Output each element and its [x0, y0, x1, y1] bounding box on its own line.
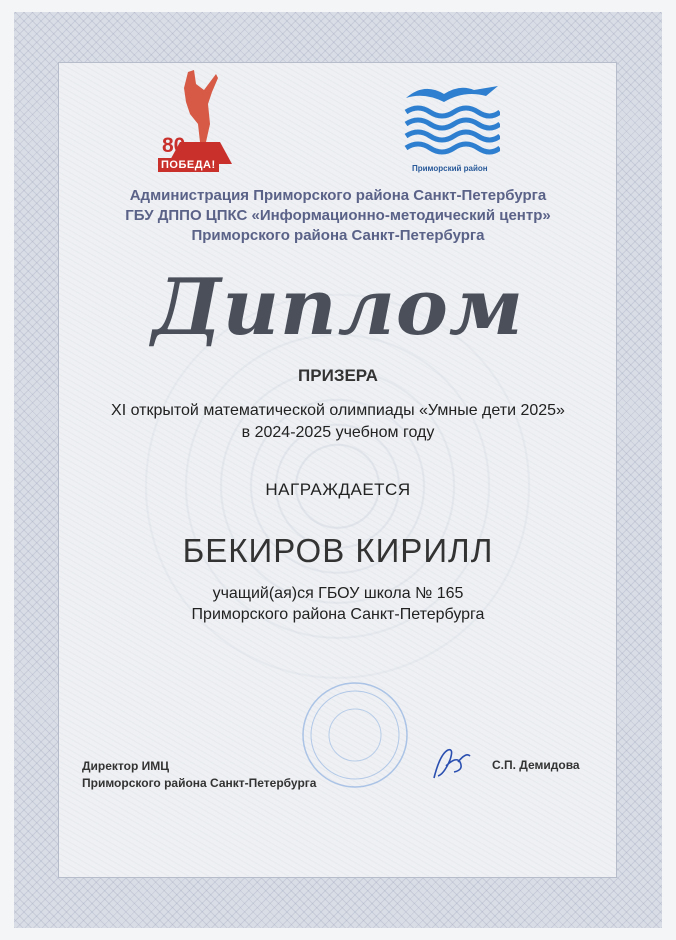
logo-pobeda-caption: ПОБЕДА!	[158, 158, 219, 172]
recipient-name: БЕКИРОВ КИРИЛЛ	[182, 532, 494, 569]
signatory-position-line-1: Директор ИМЦ	[82, 759, 170, 773]
recipient-line-1: учащий(ая)ся ГБОУ школа № 165	[212, 585, 464, 602]
primorsky-waves-logo	[404, 84, 500, 160]
recipient-school	[0, 583, 676, 625]
signatory-name: С.П. Демидова	[492, 758, 580, 772]
recipient-line-2: Приморского района Санкт-Петербурга	[191, 606, 485, 623]
director-signature	[430, 744, 474, 784]
event-line-1: XI открытой математической олимпиады «Умные дети 2025»	[111, 402, 565, 419]
header-line-3: Приморского района Санкт-Петербурга	[191, 227, 485, 244]
event-line-2: в 2024-2025 учебном году	[241, 424, 435, 441]
signatory-position-line-2: Приморского района Санкт-Петербурга	[82, 776, 317, 790]
official-stamp	[300, 680, 410, 790]
signatory-position	[82, 758, 316, 792]
diploma-subtitle: ПРИЗЕРА	[298, 366, 378, 385]
diploma-title: Диплом	[151, 262, 525, 353]
header-line-1: Администрация Приморского района Санкт-Петербурга	[129, 187, 547, 204]
event-description	[0, 400, 676, 444]
header-line-2: ГБУ ДППО ЦПКС «Информационно-методический центр»	[125, 207, 551, 224]
logo-district-caption: Приморский район	[412, 164, 488, 173]
logo-80-number: 80	[162, 134, 186, 157]
awarded-label: НАГРАЖДАЕТСЯ	[265, 480, 411, 499]
